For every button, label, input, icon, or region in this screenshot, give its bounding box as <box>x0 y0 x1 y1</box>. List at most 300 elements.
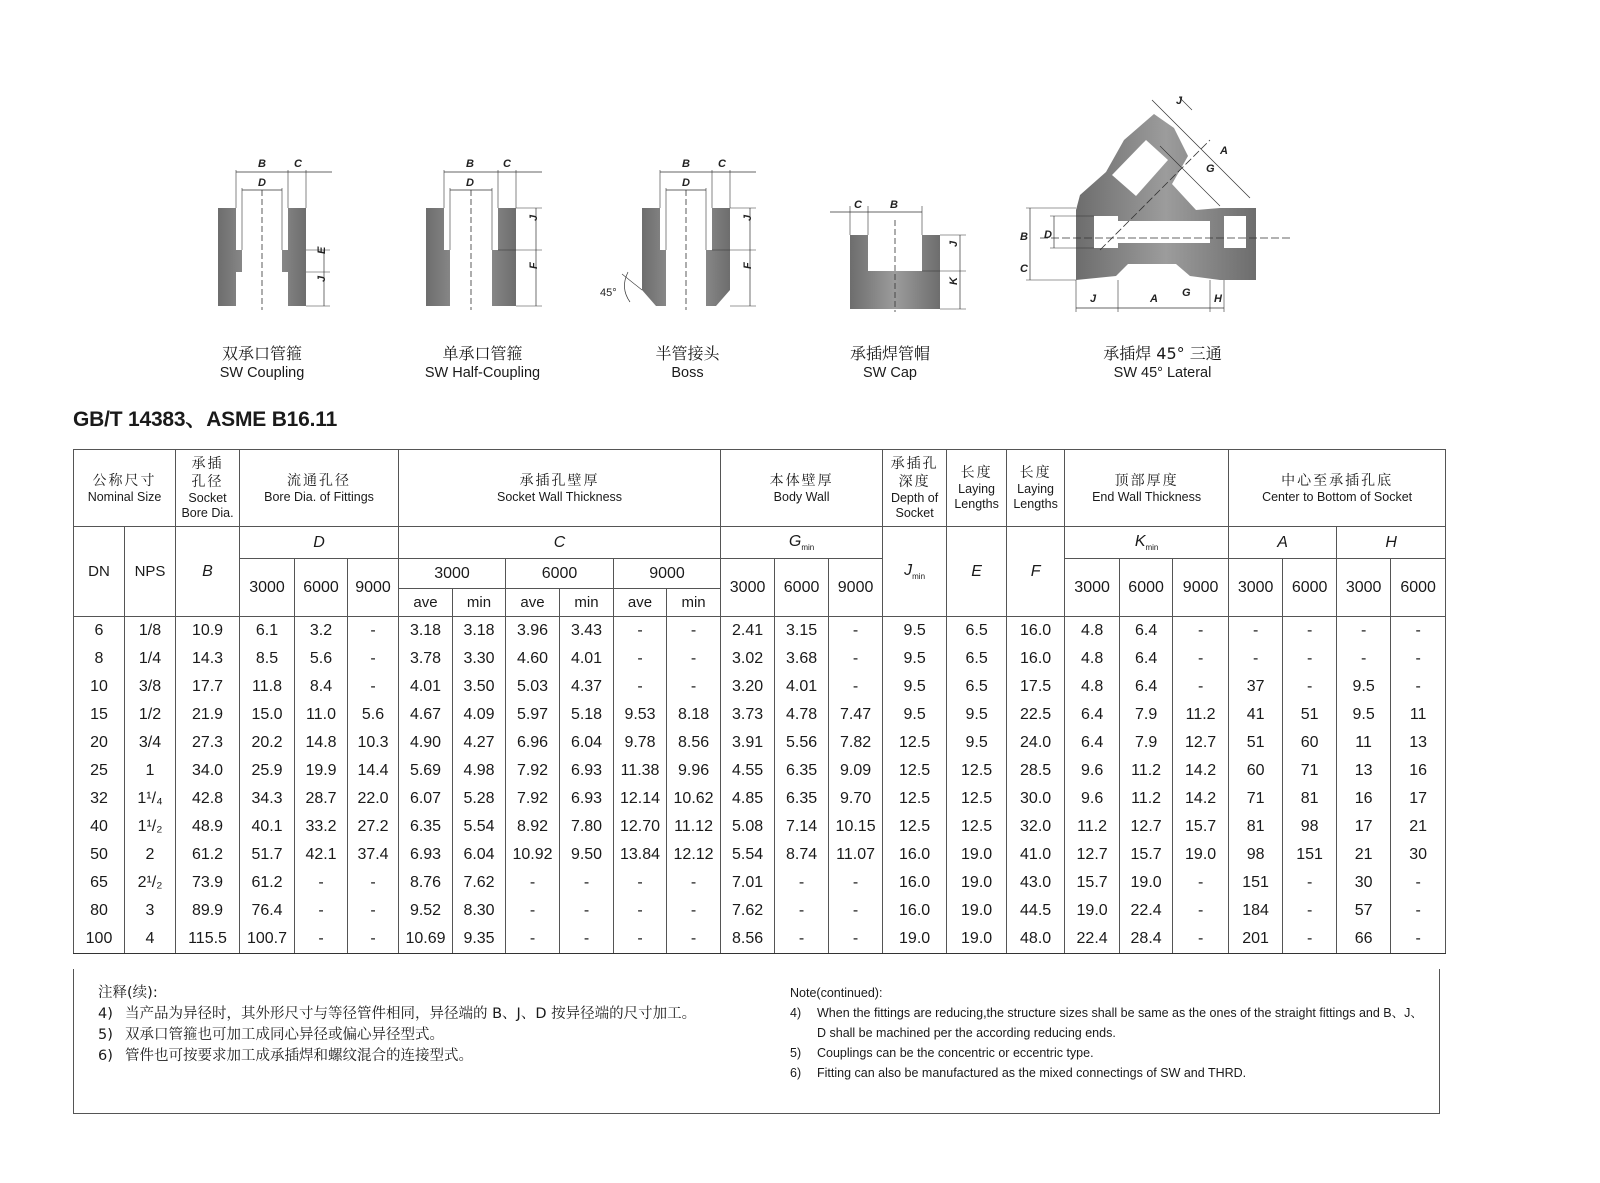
table-cell: 11 <box>1391 701 1446 729</box>
angle-label: 45° <box>600 287 617 299</box>
header-sym-e: E <box>947 527 1007 617</box>
sw-cap-drawing <box>830 190 990 320</box>
header-sym-b: B <box>176 527 240 617</box>
table-cell: 12.12 <box>667 841 721 869</box>
table-cell: - <box>560 925 614 954</box>
table-row <box>74 701 1446 729</box>
table-cell: 11.2 <box>1120 785 1173 813</box>
sym-k-letter: K <box>1134 532 1146 550</box>
table-cell: 1¹/₄ <box>125 785 176 813</box>
header-body-wall <box>721 450 883 527</box>
table-cell: 8.4 <box>295 673 348 701</box>
table-cell: 8.30 <box>453 897 506 925</box>
table-cell: 8.18 <box>667 701 721 729</box>
table-cell: 4.78 <box>775 701 829 729</box>
header-zh: 公称尺寸 <box>92 472 157 489</box>
header-zh: 孔径 <box>191 474 224 490</box>
table-cell: 6.4 <box>1120 673 1173 701</box>
header-sym-k <box>1065 527 1229 559</box>
table-cell: - <box>829 925 883 954</box>
caption-en: SW 45° Lateral <box>1113 365 1212 381</box>
table-cell: 9.5 <box>947 729 1007 757</box>
table-cell: 4.90 <box>399 729 453 757</box>
table-cell: 14.4 <box>348 757 399 785</box>
header-zh: 承插 <box>191 456 224 472</box>
dim-label-D: D <box>1044 229 1052 241</box>
table-cell: 4.85 <box>721 785 775 813</box>
table-cell: - <box>614 617 667 646</box>
table-cell: - <box>348 617 399 646</box>
dim-label-A: A <box>1220 145 1228 157</box>
header-zh: 流通孔径 <box>287 472 352 489</box>
table-cell: 51.7 <box>240 841 295 869</box>
header-c-3000-min: min <box>453 589 506 617</box>
note-number: 5) <box>98 1027 113 1043</box>
table-cell: 5.6 <box>295 645 348 673</box>
table-cell: 27.3 <box>176 729 240 757</box>
header-c-6000-min: min <box>560 589 614 617</box>
table-cell: - <box>1337 617 1391 646</box>
table-cell: 19.0 <box>947 925 1007 954</box>
table-cell: 19.0 <box>947 841 1007 869</box>
table-cell: 12.5 <box>883 729 947 757</box>
table-cell: 15.7 <box>1120 841 1173 869</box>
table-cell: 7.9 <box>1120 729 1173 757</box>
table-cell: - <box>1173 897 1229 925</box>
table-cell: 6.5 <box>947 617 1007 646</box>
note-zh-6 <box>98 1046 758 1067</box>
table-cell: 17 <box>1337 813 1391 841</box>
table-cell: 6.04 <box>560 729 614 757</box>
table-cell: 4.01 <box>399 673 453 701</box>
note-text: Fitting can also be manufactured as the mixed connectings of SW and THRD. <box>817 1066 1247 1080</box>
table-cell: 16.0 <box>1007 617 1065 646</box>
table-cell: 1¹/₂ <box>125 813 176 841</box>
table-cell: 5.03 <box>506 673 560 701</box>
table-cell: 32.0 <box>1007 813 1065 841</box>
table-cell: 11.07 <box>829 841 883 869</box>
dim-label-E: E <box>316 246 328 254</box>
table-cell: 10.15 <box>829 813 883 841</box>
table-cell: 1 <box>125 757 176 785</box>
header-en: Bore Dia. <box>181 506 234 520</box>
dimension-table-wrapper <box>73 449 1440 954</box>
table-cell: 48.0 <box>1007 925 1065 954</box>
table-cell: 22.5 <box>1007 701 1065 729</box>
table-cell: 6.5 <box>947 645 1007 673</box>
table-cell: - <box>1173 925 1229 954</box>
table-cell: - <box>506 925 560 954</box>
note-number: 4) <box>98 1006 113 1022</box>
caption-en: SW Half-Coupling <box>424 365 541 381</box>
sw-45-lateral-drawing <box>1020 80 1310 330</box>
table-cell: - <box>1173 673 1229 701</box>
table-cell: 9.5 <box>1337 673 1391 701</box>
table-cell: 151 <box>1283 841 1337 869</box>
dim-label-C: C <box>1020 263 1028 275</box>
table-cell: - <box>1283 617 1337 646</box>
table-cell: 3.15 <box>775 617 829 646</box>
table-cell: 15.0 <box>240 701 295 729</box>
table-cell: 100.7 <box>240 925 295 954</box>
table-cell: 9.52 <box>399 897 453 925</box>
caption-sw-coupling <box>192 344 332 383</box>
table-row <box>74 813 1446 841</box>
table-cell: - <box>829 673 883 701</box>
table-cell: 7.62 <box>453 869 506 897</box>
table-cell: - <box>1283 925 1337 954</box>
table-cell: 16.0 <box>883 897 947 925</box>
dim-label-D: D <box>258 177 266 189</box>
header-c-9000-ave: ave <box>614 589 667 617</box>
table-cell: - <box>1337 645 1391 673</box>
table-cell: 30 <box>1391 841 1446 869</box>
table-cell: - <box>1391 617 1446 646</box>
dim-label-J: J <box>316 275 328 282</box>
table-cell: 6.96 <box>506 729 560 757</box>
header-d-6000: 6000 <box>295 559 348 617</box>
table-cell: 8.92 <box>506 813 560 841</box>
table-cell: - <box>348 645 399 673</box>
table-cell: 3.96 <box>506 617 560 646</box>
table-cell: 16.0 <box>1007 645 1065 673</box>
table-cell: 3.02 <box>721 645 775 673</box>
table-cell: 3.30 <box>453 645 506 673</box>
table-cell: 11.8 <box>240 673 295 701</box>
notes-en-title: Note(continued): <box>790 986 883 1000</box>
caption-zh: 单承口管箍 <box>442 344 523 363</box>
table-cell: 11 <box>1337 729 1391 757</box>
table-cell: 7.9 <box>1120 701 1173 729</box>
header-zh: 本体壁厚 <box>769 472 834 489</box>
table-cell: 5.54 <box>453 813 506 841</box>
table-cell: 60 <box>1229 757 1283 785</box>
header-a-3000: 3000 <box>1229 559 1283 617</box>
header-center-to-bottom <box>1229 450 1446 527</box>
table-cell: 11.0 <box>295 701 348 729</box>
dim-label-J: J <box>742 214 754 221</box>
table-cell: 12.5 <box>883 813 947 841</box>
table-cell: 16.0 <box>883 869 947 897</box>
table-cell: - <box>1283 897 1337 925</box>
header-d-3000: 3000 <box>240 559 295 617</box>
table-cell: 71 <box>1229 785 1283 813</box>
note-number: 4) <box>790 1006 802 1020</box>
note-text: Couplings can be the concentric or eccentric type. <box>817 1046 1094 1060</box>
header-sym-g <box>721 527 883 559</box>
caption-zh: 半管接头 <box>655 344 720 363</box>
header-en: Laying <box>1017 482 1055 496</box>
notes-zh-title: 注释(续): <box>98 985 158 1001</box>
table-cell: 5.97 <box>506 701 560 729</box>
table-cell: 9.70 <box>829 785 883 813</box>
note-en-6 <box>790 1063 1430 1083</box>
table-cell: 4.67 <box>399 701 453 729</box>
table-cell: 19.0 <box>1173 841 1229 869</box>
dim-label-K: K <box>948 277 960 285</box>
table-cell: - <box>1283 869 1337 897</box>
dim-label-J: J <box>1176 95 1183 107</box>
table-cell: - <box>348 673 399 701</box>
dim-label-J: J <box>528 214 540 221</box>
table-cell: - <box>1173 645 1229 673</box>
table-cell: 8.56 <box>667 729 721 757</box>
table-cell: 34.3 <box>240 785 295 813</box>
table-cell: 11.2 <box>1120 757 1173 785</box>
header-laying-length-e <box>947 450 1007 527</box>
table-cell: 3.43 <box>560 617 614 646</box>
table-cell: 201 <box>1229 925 1283 954</box>
table-cell: 21.9 <box>176 701 240 729</box>
table-cell: 66 <box>1337 925 1391 954</box>
table-cell: - <box>775 869 829 897</box>
table-cell: 16.0 <box>883 841 947 869</box>
header-en: Socket <box>188 491 227 505</box>
boss-drawing <box>600 150 770 320</box>
table-cell: 6.93 <box>560 757 614 785</box>
table-row <box>74 645 1446 673</box>
standard-title: GB/T 14383、ASME B16.11 <box>73 408 338 431</box>
table-cell: 6.04 <box>453 841 506 869</box>
table-row <box>74 897 1446 925</box>
table-cell: - <box>295 925 348 954</box>
table-cell: 3.78 <box>399 645 453 673</box>
table-cell: 13.84 <box>614 841 667 869</box>
dim-label-B: B <box>466 158 474 170</box>
header-sym-j <box>883 527 947 617</box>
table-cell: 17 <box>1391 785 1446 813</box>
header-en: End Wall Thickness <box>1092 489 1202 504</box>
table-cell: 11.38 <box>614 757 667 785</box>
table-cell: 6.35 <box>775 785 829 813</box>
table-cell: 3.2 <box>295 617 348 646</box>
table-row <box>74 841 1446 869</box>
table-row <box>74 925 1446 954</box>
table-cell: 151 <box>1229 869 1283 897</box>
table-cell: 4.27 <box>453 729 506 757</box>
table-cell: - <box>667 645 721 673</box>
table-cell: 3.91 <box>721 729 775 757</box>
table-cell: - <box>348 925 399 954</box>
header-g-3000: 3000 <box>721 559 775 617</box>
table-cell: - <box>560 897 614 925</box>
sym-j-letter: J <box>904 561 913 579</box>
dimension-table <box>73 449 1446 954</box>
table-cell: 7.62 <box>721 897 775 925</box>
caption-en: Boss <box>671 365 704 381</box>
table-cell: 9.5 <box>883 617 947 646</box>
table-cell: - <box>667 925 721 954</box>
table-cell: 89.9 <box>176 897 240 925</box>
dim-label-C: C <box>503 158 511 170</box>
table-cell: 15.7 <box>1065 869 1120 897</box>
note-number: 6) <box>790 1066 802 1080</box>
table-cell: 40.1 <box>240 813 295 841</box>
dim-label-B: B <box>1020 231 1028 243</box>
table-cell: 25 <box>74 757 125 785</box>
table-cell: 27.2 <box>348 813 399 841</box>
table-cell: 7.82 <box>829 729 883 757</box>
table-cell: 10 <box>74 673 125 701</box>
table-cell: 61.2 <box>240 869 295 897</box>
table-cell: 10.9 <box>176 617 240 646</box>
table-row <box>74 785 1446 813</box>
table-cell: 1/2 <box>125 701 176 729</box>
header-socket-bore <box>176 450 240 527</box>
note-en-4 <box>790 1003 1430 1043</box>
table-cell: 81 <box>1283 785 1337 813</box>
table-cell: - <box>667 897 721 925</box>
table-cell: - <box>667 617 721 646</box>
table-cell: 19.9 <box>295 757 348 785</box>
table-row <box>74 869 1446 897</box>
table-cell: 9.5 <box>883 673 947 701</box>
sym-g-sub: min <box>801 543 815 553</box>
table-cell: - <box>1173 869 1229 897</box>
table-cell: 4.98 <box>453 757 506 785</box>
table-cell: - <box>829 869 883 897</box>
table-cell: - <box>1283 645 1337 673</box>
table-cell: 30.0 <box>1007 785 1065 813</box>
table-cell: 3 <box>125 897 176 925</box>
table-cell: 11.2 <box>1173 701 1229 729</box>
dim-label-C: C <box>854 199 862 211</box>
table-cell: - <box>1229 645 1283 673</box>
header-en: Center to Bottom of Socket <box>1262 489 1413 504</box>
header-socket-wall <box>399 450 721 527</box>
dim-label-B: B <box>258 158 266 170</box>
header-g-9000: 9000 <box>829 559 883 617</box>
table-cell: 76.4 <box>240 897 295 925</box>
dim-label-B: B <box>682 158 690 170</box>
table-cell: 7.01 <box>721 869 775 897</box>
header-nps: NPS <box>125 527 176 617</box>
table-cell: 9.5 <box>1337 701 1391 729</box>
table-cell: 17.7 <box>176 673 240 701</box>
notes-chinese <box>98 983 758 1067</box>
table-cell: 6.35 <box>775 757 829 785</box>
notes-box <box>73 969 1440 1114</box>
note-en-5 <box>790 1043 1430 1063</box>
dim-label-G: G <box>1206 163 1215 175</box>
table-cell: 16 <box>1337 785 1391 813</box>
table-cell: 4.8 <box>1065 617 1120 646</box>
table-cell: 4.01 <box>775 673 829 701</box>
table-cell: 4.8 <box>1065 645 1120 673</box>
dim-label-A-bottom: A <box>1150 293 1158 305</box>
table-cell: - <box>775 897 829 925</box>
table-cell: 61.2 <box>176 841 240 869</box>
caption-boss <box>620 344 755 383</box>
table-cell: - <box>614 869 667 897</box>
table-cell: 6.07 <box>399 785 453 813</box>
table-cell: 11.12 <box>667 813 721 841</box>
table-cell: 100 <box>74 925 125 954</box>
table-cell: 71 <box>1283 757 1337 785</box>
table-cell: 32 <box>74 785 125 813</box>
table-cell: 2 <box>125 841 176 869</box>
table-cell: 1/4 <box>125 645 176 673</box>
table-cell: 10.62 <box>667 785 721 813</box>
dim-label-C: C <box>718 158 726 170</box>
table-cell: 22.4 <box>1120 897 1173 925</box>
dim-label-J-bottom: J <box>1090 293 1097 305</box>
table-cell: - <box>775 925 829 954</box>
table-row <box>74 673 1446 701</box>
header-c-6000: 6000 <box>506 559 614 589</box>
table-cell: - <box>1391 897 1446 925</box>
table-cell: 43.0 <box>1007 869 1065 897</box>
table-cell: 9.09 <box>829 757 883 785</box>
dim-label-F: F <box>528 262 540 269</box>
table-cell: 51 <box>1229 729 1283 757</box>
dim-label-B: B <box>890 199 898 211</box>
table-cell: 50 <box>74 841 125 869</box>
table-body <box>74 617 1446 954</box>
table-cell: 10.92 <box>506 841 560 869</box>
fitting-drawings <box>0 0 1600 400</box>
table-cell: 41.0 <box>1007 841 1065 869</box>
table-cell: 1/8 <box>125 617 176 646</box>
table-cell: - <box>829 645 883 673</box>
table-cell: 6.1 <box>240 617 295 646</box>
table-cell: - <box>1391 869 1446 897</box>
note-text: When the fittings are reducing,the structure sizes shall be same as the ones of the straight fittings and B、J、D shall be machined per the according reducing ends. <box>817 1006 1423 1040</box>
table-cell: 37.4 <box>348 841 399 869</box>
table-cell: 5.6 <box>348 701 399 729</box>
table-cell: 9.50 <box>560 841 614 869</box>
table-cell: 6.5 <box>947 673 1007 701</box>
caption-sw-45-lateral <box>1080 344 1245 383</box>
table-cell: 4.01 <box>560 645 614 673</box>
dim-label-D: D <box>682 177 690 189</box>
table-cell: - <box>295 869 348 897</box>
header-en: Laying <box>958 482 996 496</box>
header-en: Lengths <box>1013 497 1058 511</box>
note-text: 双承口管箍也可加工成同心异径或偏心异径型式。 <box>125 1027 444 1043</box>
header-sym-a: A <box>1229 527 1337 559</box>
table-cell: 5.28 <box>453 785 506 813</box>
table-cell: 9.96 <box>667 757 721 785</box>
table-cell: - <box>614 645 667 673</box>
table-cell: 34.0 <box>176 757 240 785</box>
table-cell: 9.6 <box>1065 757 1120 785</box>
table-cell: 25.9 <box>240 757 295 785</box>
table-cell: 11.2 <box>1065 813 1120 841</box>
table-row <box>74 617 1446 646</box>
table-cell: 12.70 <box>614 813 667 841</box>
table-cell: 12.7 <box>1173 729 1229 757</box>
table-cell: 115.5 <box>176 925 240 954</box>
table-cell: 12.5 <box>883 757 947 785</box>
table-cell: - <box>1391 925 1446 954</box>
table-cell: - <box>1391 645 1446 673</box>
table-cell: 6.4 <box>1065 729 1120 757</box>
dim-label-F: F <box>742 262 754 269</box>
header-sym-f: F <box>1007 527 1065 617</box>
table-cell: 10.3 <box>348 729 399 757</box>
header-k-9000: 9000 <box>1173 559 1229 617</box>
header-c-3000: 3000 <box>399 559 506 589</box>
table-cell: 9.5 <box>883 645 947 673</box>
table-cell: 13 <box>1391 729 1446 757</box>
table-cell: 7.92 <box>506 757 560 785</box>
table-cell: 19.0 <box>947 869 1007 897</box>
table-cell: - <box>1391 673 1446 701</box>
header-c-6000-ave: ave <box>506 589 560 617</box>
header-k-3000: 3000 <box>1065 559 1120 617</box>
table-cell: - <box>560 869 614 897</box>
